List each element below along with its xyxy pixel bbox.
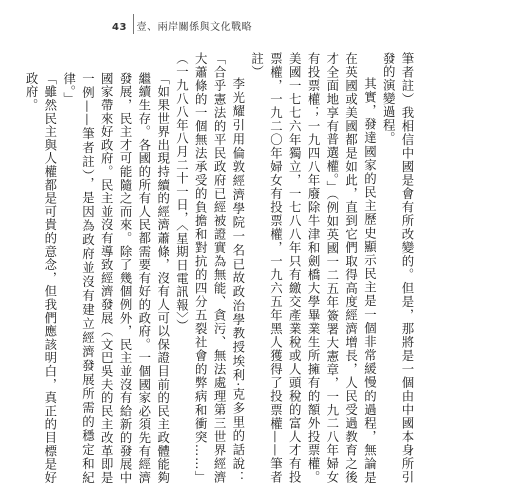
vertical-body-text [21, 52, 416, 484]
quote-paragraph-1: 「如果世界出現持續的經濟蕭條，沒有人可以保證目前的民主政體能夠繼續生存。各國的所有人民都需要有好的政府。一個國家必須先有經濟發展，民主才可能隨之而來。除了幾個例外，民主並沒有給新的發展中國家帶來好政府。民主並沒有導致經濟發展（文巴吳夫的民主改革即是一例——筆者註），是因為政府並沒有建立經濟發展所需的穩定和紀律。」 [61, 71, 171, 484]
paragraph-2: 其實，發達國家的民主歷史顯示民主是一個非常緩慢的過程，無論是在英國或美國都是如此，直到它們取得高度經濟增長，人民受過教育之後才全面地享有普選權。」（例如英國一二五年簽署大憲章，一九二八年婦女有投票權；一九四八年廢除牛津和劍橋大學畢業生所擁有的額外投票權。美國一七七六年獨立，一七八八年只有繳交產業稅或人頭稅的富人才有投票權，一九二〇年婦女有投票權，一九六五年黑人獲得了投票權——筆者註） [249, 52, 378, 484]
page-number: 43 [112, 22, 127, 33]
header-divider [133, 14, 134, 34]
quote-paragraph-2: 「雖然民主與人權都是可貴的意念，但我們應該明白，真正的目標是好政府。 [24, 71, 58, 484]
chapter-title: 壹、兩岸關係與文化戰略 [136, 22, 253, 33]
paragraph-3: 李光耀引用倫敦經濟學院一名已故政治學教授埃利·克多里的話說：「合乎憲法的平民政府已經被證實為無能、貪污、無法處理第三世界經濟大蕭條的一個無法承受的負擔和對抗的四分五裂社會的弊病和衝突……」（一九八八年八月二十一日，〈星期日電訊報〉） [174, 52, 246, 484]
paragraph-1: 筆者註）我相信中國是會有所改變的。但是，那將是一個由中國本身所引發的演變過程。 [381, 52, 415, 484]
